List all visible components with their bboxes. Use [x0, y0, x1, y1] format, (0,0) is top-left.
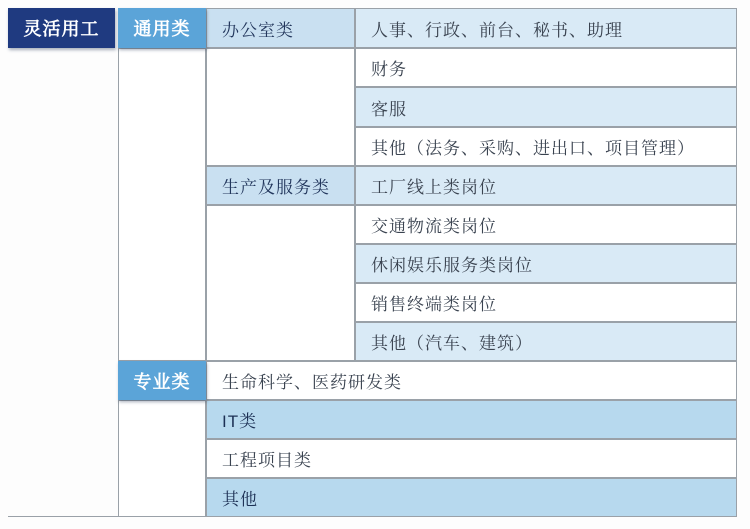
job-cell-finance: 财务 — [355, 48, 737, 87]
job-cell-professional-other: 其他 — [206, 478, 737, 517]
job-cell-it: IT类 — [206, 400, 737, 439]
job-cell-life-science-pharma: 生命科学、医药研发类 — [206, 361, 737, 400]
job-cell-office-other: 其他（法务、采购、进出口、项目管理） — [355, 127, 737, 166]
table-bottom-border — [8, 516, 120, 518]
group-general-span-cell — [118, 48, 206, 361]
subgroup-cell-production-service: 生产及服务类 — [206, 166, 355, 205]
job-cell-transport-logistics: 交通物流类岗位 — [355, 205, 737, 244]
job-cell-factory-line: 工厂线上类岗位 — [355, 166, 737, 205]
group-cell-professional: 专业类 — [118, 361, 206, 400]
root-cell-flexible-employment: 灵活用工 — [8, 8, 115, 48]
job-cell-hr-admin-reception: 人事、行政、前台、秘书、助理 — [355, 8, 737, 48]
job-cell-customer-service: 客服 — [355, 87, 737, 127]
job-cell-production-other: 其他（汽车、建筑） — [355, 322, 737, 361]
group-cell-general: 通用类 — [118, 8, 206, 48]
job-cell-leisure-entertainment: 休闲娱乐服务类岗位 — [355, 244, 737, 283]
job-cell-sales-terminal: 销售终端类岗位 — [355, 283, 737, 322]
subgroup-office-span-cell — [206, 48, 355, 166]
job-cell-engineering-project: 工程项目类 — [206, 439, 737, 478]
subgroup-cell-office: 办公室类 — [206, 8, 355, 48]
subgroup-production-span-cell — [206, 205, 355, 361]
group-professional-span-cell — [118, 400, 206, 517]
